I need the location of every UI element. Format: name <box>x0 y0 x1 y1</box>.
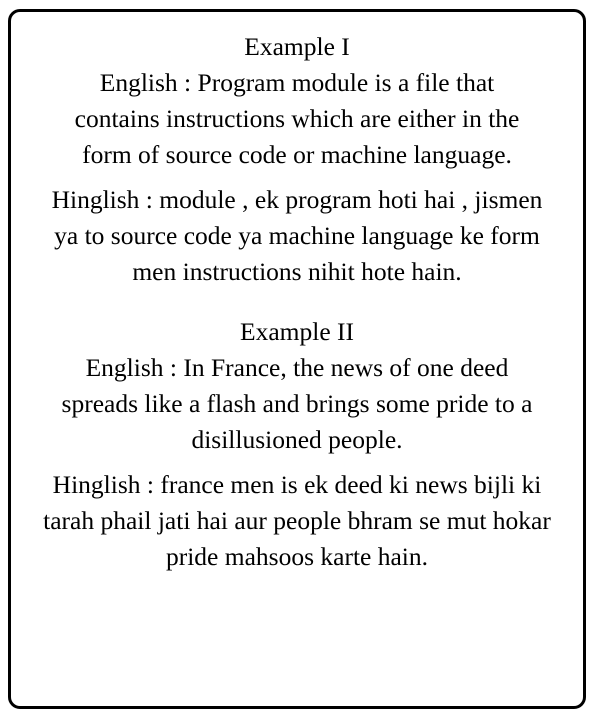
example-two <box>11 290 583 575</box>
english-text: Program module is a file that contains instructions which are either in the form of source code or machine language. <box>74 68 520 169</box>
hinglish-text: france men is ek deed ki news bijli ki tarah phail jati hai aur people bhram se mut hokar pride mahsoos karte hain. <box>43 470 551 571</box>
english-label: English : <box>99 68 192 97</box>
example-two-english <box>47 350 547 458</box>
example-content <box>11 12 583 575</box>
example-one <box>11 12 583 290</box>
example-two-heading: Example II <box>240 317 354 346</box>
example-two-hinglish <box>37 467 557 575</box>
example-one-heading: Example I <box>244 32 350 61</box>
hinglish-label: Hinglish : <box>51 185 153 214</box>
example-one-english <box>57 65 537 173</box>
hinglish-label: Hinglish : <box>52 470 154 499</box>
english-label: English : <box>85 353 177 382</box>
english-text: In France, the news of one deed spreads like a flash and brings some pride to a disillusioned people. <box>61 353 533 454</box>
example-one-hinglish <box>47 182 547 290</box>
example-box <box>8 9 586 709</box>
hinglish-text: module , ek program hoti hai , jismen ya to source code ya machine language ke form men instructions nihit hote hain. <box>54 185 543 286</box>
